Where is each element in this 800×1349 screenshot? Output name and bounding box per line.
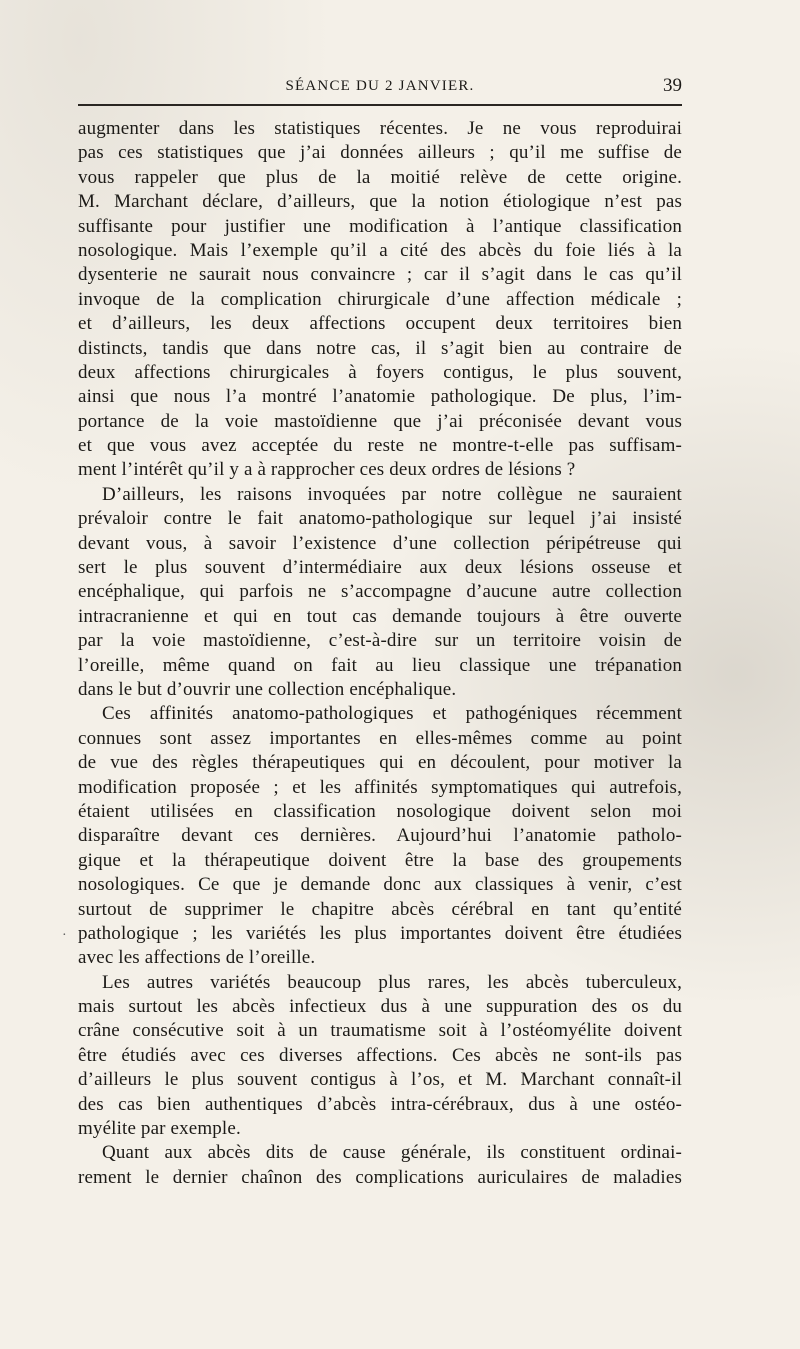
text-line: Ces affinités anatomo-pathologiques et pathogéniques récemment [102,703,682,725]
text-line: être étudiés avec ces diverses affections. Ces abcès ne sont-ils pas [78,1044,682,1066]
text-line: mais surtout les abcès infectieux dus à une suppuration des os du [78,996,682,1018]
text-line: portance de la voie mastoïdienne que j’ai préconisée devant vous [78,410,682,432]
text-line: surtout de supprimer le chapitre abcès cérébral en tant qu’entité [78,898,682,920]
text-line: l’oreille, même quand on fait au lieu classique une trépanation [78,654,682,676]
text-line: d’ailleurs le plus souvent contigus à l’os, et M. Marchant connaît-il [78,1069,682,1091]
body-text [78,117,682,1190]
text-line: disparaître devant ces dernières. Aujourd’hui l’anatomie patholo- [78,825,682,847]
text-line: pathologique ; les variétés les plus importantes doivent être étudiées [78,922,682,944]
text-line: avec les affections de l’oreille. [78,947,316,969]
text-line: étaient utilisées en classification nosologique doivent selon moi [78,800,682,822]
text-line: invoque de la complication chirurgicale d’une affection médicale ; [78,288,682,310]
text-line: gique et la thérapeutique doivent être la base des groupements [78,849,682,871]
text-line: deux affections chirurgicales à foyers contigus, le plus souvent, [78,361,682,383]
text-line: myélite par exemple. [78,1118,241,1140]
text-line: crâne consécutive soit à un traumatisme soit à l’ostéomyélite doivent [78,1020,682,1042]
header-rule [78,104,682,106]
text-line: suffisante pour justifier une modification à l’antique classification [78,215,682,237]
text-line: encéphalique, qui parfois ne s’accompagne d’aucune autre collection [78,581,682,603]
text-line: et d’ailleurs, les deux affections occupent deux territoires bien [78,313,682,335]
text-line: dysenterie ne saurait nous convaincre ; car il s’agit dans le cas qu’il [78,264,682,286]
text-line: pas ces statistiques que j’ai données ailleurs ; qu’il me suffise de [78,142,682,164]
text-line: connues sont assez importantes en elles-mêmes comme au point [78,727,682,749]
text-line: augmenter dans les statistiques récentes. Je ne vous reproduirai [78,118,682,139]
text-line: Quant aux abcès dits de cause générale, ils constituent ordinai- [102,1142,682,1164]
text-line: nosologiques. Ce que je demande donc aux classiques à venir, c’est [78,874,682,896]
text-line: ainsi que nous l’a montré l’anatomie pathologique. De plus, l’im- [78,386,682,408]
text-line: par la voie mastoïdienne, c’est-à-dire sur un territoire voisin de [78,630,682,652]
text-line: et que vous avez acceptée du reste ne montre-t-elle pas suffisam- [78,435,682,457]
text-line: D’ailleurs, les raisons invoquées par notre collègue ne sauraient [102,483,682,505]
page-number: 39 [663,75,682,96]
text-line: rement le dernier chaînon des complications auriculaires de maladies [78,1166,682,1188]
text-line: devant vous, à savoir l’existence d’une collection péripétreuse qui [78,532,682,554]
text-line: Les autres variétés beaucoup plus rares, les abcès tuberculeux, [102,971,682,993]
margin-speck: · [62,928,67,943]
text-line: vous rappeler que plus de la moitié relève de cette origine. [78,166,682,188]
text-line: modification proposée ; et les affinités symptomatiques qui autrefois, [78,776,682,798]
text-line: ment l’intérêt qu’il y a à rapprocher ces deux ordres de lésions ? [78,459,576,481]
page-header [78,75,682,99]
text-line: de vue des règles thérapeutiques qui en découlent, pour motiver la [78,752,682,774]
text-line: dans le but d’ouvrir une collection encéphalique. [78,678,457,700]
text-line: nosologique. Mais l’exemple qu’il a cité des abcès du foie liés à la [78,239,682,261]
text-line: intracranienne et qui en tout cas demande toujours à être ouverte [78,605,682,627]
running-title: SÉANCE DU 2 JANVIER. [285,78,475,94]
text-line: prévaloir contre le fait anatomo-pathologique sur lequel j’ai insisté [78,508,682,530]
text-line: M. Marchant déclare, d’ailleurs, que la notion étiologique n’est pas [78,191,682,213]
text-line: des cas bien authentiques d’abcès intra-cérébraux, dus à une ostéo- [78,1093,682,1115]
text-line: distincts, tandis que dans notre cas, il s’agit bien au contraire de [78,337,682,359]
text-line: sert le plus souvent d’intermédiaire aux deux lésions osseuse et [78,557,682,579]
